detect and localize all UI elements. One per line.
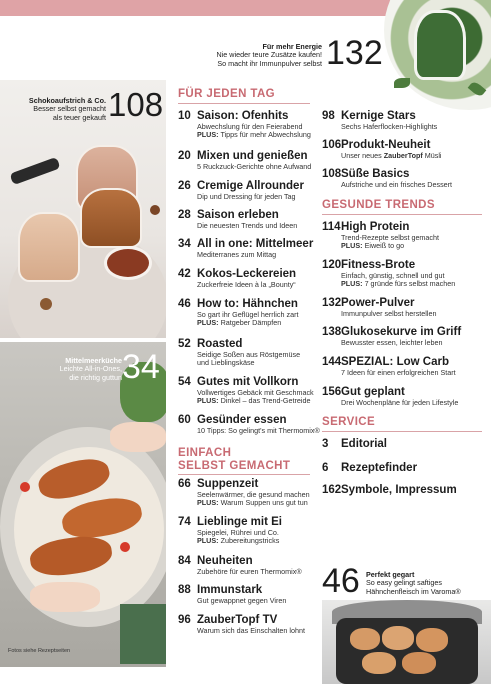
toc-subtitle: 7 Ideen für einen erfolgreichen Start [341, 367, 456, 377]
toc-title: Power-Pulver [341, 297, 415, 309]
toc-title: Kokos-Leckereien [197, 268, 297, 280]
toc-entry[interactable] [178, 110, 311, 139]
immune-powder-jar-photo [384, 0, 491, 110]
toc-subtitle [197, 359, 300, 367]
toc-subtitle-text: Tipps für mehr Abwechslung [220, 129, 311, 139]
plus-label: PLUS: [197, 535, 219, 545]
section-gesunde-trends: GESUNDE TRENDS [322, 199, 435, 211]
teaser-page-number: 132 [326, 34, 383, 72]
teaser-page-number: 34 [122, 348, 160, 386]
toc-title: Cremige Allrounder [197, 180, 304, 192]
toc-page-number: 3 [322, 438, 329, 450]
toc-subtitle-text: Eiweiß to go [364, 240, 405, 250]
toc-subtitle: Seelenwärmer, die gesund machen [197, 489, 310, 499]
toc-page-number: 54 [178, 376, 191, 388]
toc-entry[interactable] [322, 386, 458, 407]
toc-subtitle: Trend-Rezepte selbst gemacht [341, 232, 440, 242]
section-divider [322, 431, 482, 432]
toc-subtitle: Abwechslung für den Feierabend [197, 121, 303, 131]
toc-subtitle [341, 242, 439, 250]
toc-subtitle: Gut gewappnet gegen Viren [197, 595, 287, 605]
toc-subtitle [341, 152, 442, 160]
section-fuer-jeden-tag: FÜR JEDEN TAG [178, 88, 275, 100]
toc-page-number: 6 [322, 462, 329, 474]
plus-label: PLUS: [197, 129, 219, 139]
teaser-headline: Mittelmeerküche [65, 356, 122, 365]
toc-entry[interactable] [178, 614, 305, 635]
toc-subtitle: Einfach, günstig, schnell und gut [341, 270, 445, 280]
toc-title: SPEZIAL: Low Carb [341, 356, 449, 368]
toc-title: How to: Hähnchen [197, 298, 298, 310]
toc-title: High Protein [341, 221, 410, 233]
teaser-34[interactable] [32, 357, 122, 382]
toc-title: Suppenzeit [197, 478, 259, 490]
toc-subtitle: Dip und Dressing für jeden Tag [197, 191, 296, 201]
toc-subtitle: Zubehöre für euren Thermomix® [197, 566, 302, 576]
toc-title: Kernige Stars [341, 110, 416, 122]
toc-page-number: 34 [178, 238, 191, 250]
toc-subtitle-text: 7 gründe fürs selbst machen [364, 278, 456, 288]
photo-credit: Fotos siehe Rezeptseiten [8, 648, 71, 654]
toc-subtitle: Vollwertiges Gebäck mit Geschmack [197, 387, 314, 397]
teaser-line: So macht ihr Immunpulver selbst [217, 58, 322, 68]
toc-entry[interactable] [322, 326, 461, 347]
toc-title: Gesünder essen [197, 414, 287, 426]
toc-title: Editorial [341, 438, 388, 450]
varoma-chicken-photo [322, 600, 491, 684]
toc-title: Produkt-Neuheit [341, 139, 431, 151]
toc-entry[interactable] [178, 516, 282, 545]
toc-subtitle: Sechs Haferflocken-Highlights [341, 121, 438, 131]
toc-subtitle: 5 Ruckzuck-Gerichte ohne Aufwand [197, 161, 312, 171]
toc-title: Gutes mit Vollkorn [197, 376, 299, 388]
toc-page-number: 120 [322, 259, 342, 271]
toc-entry[interactable] [322, 484, 457, 497]
teaser-headline: Für mehr Energie [262, 42, 322, 51]
toc-title: Rezeptefinder [341, 462, 418, 474]
toc-subtitle [197, 537, 282, 545]
teaser-headline: Perfekt gegart [366, 570, 415, 579]
teaser-line: die richtig guttun [69, 372, 122, 382]
toc-entry[interactable] [322, 462, 417, 475]
toc-title: Neuheiten [197, 555, 253, 567]
toc-page-number: 88 [178, 584, 191, 596]
teaser-132[interactable] [205, 43, 322, 68]
toc-page-number: 98 [322, 110, 335, 122]
toc-page-number: 114 [322, 221, 341, 233]
teaser-line: Nie wieder teure Zusätze kaufen! [216, 50, 322, 60]
teaser-line: Leichte All-in-Ones, [59, 364, 122, 374]
toc-page-number: 84 [178, 555, 191, 567]
section-divider [322, 214, 482, 215]
toc-title: Glukosekurve im Griff [341, 326, 462, 338]
plus-label: PLUS: [341, 278, 363, 288]
toc-entry[interactable] [178, 180, 304, 201]
toc-subtitle: Spiegelei, Rührei und Co. [197, 527, 279, 537]
section-service: SERVICE [322, 416, 376, 428]
toc-page-number: 156 [322, 386, 342, 398]
toc-page-number: 96 [178, 614, 191, 626]
plus-label: PLUS: [197, 497, 219, 507]
toc-subtitle: Zuckerfreie Ideen à la „Bounty“ [197, 279, 296, 289]
section-divider [178, 103, 310, 104]
toc-subtitle [197, 319, 298, 327]
toc-subtitle-text: Warum Suppen uns gut tun [220, 497, 308, 507]
toc-subtitle: So gart ihr Geflügel herrlich zart [197, 309, 299, 319]
teaser-line: Besser selbst gemacht [33, 104, 106, 114]
toc-page-number: 28 [178, 209, 191, 221]
toc-entry[interactable] [178, 268, 296, 289]
toc-title: Roasted [197, 338, 243, 350]
toc-title: Süße Basics [341, 168, 410, 180]
toc-subtitle: 10 Tipps: So gelingt's mit Thermomix® [197, 425, 320, 435]
toc-subtitle: Die neuesten Trends und Ideen [197, 220, 298, 230]
toc-page-number: 20 [178, 150, 191, 162]
toc-page-number: 52 [178, 338, 191, 350]
teaser-line: Hähnchenfleisch im Varoma® [366, 586, 461, 596]
toc-entry[interactable] [178, 478, 310, 507]
toc-entry[interactable] [178, 238, 313, 259]
teaser-108[interactable] [6, 97, 106, 122]
toc-entry[interactable] [178, 150, 311, 171]
teaser-page-number: 108 [108, 86, 164, 123]
toc-title: Mixen und genießen [197, 150, 308, 162]
toc-title: All in one: Mittelmeer [197, 238, 314, 250]
toc-page-number: 106 [322, 139, 342, 151]
section-title-line: EINFACH [178, 447, 232, 459]
toc-entry[interactable] [178, 584, 286, 605]
toc-title: Lieblinge mit Ei [197, 516, 282, 528]
toc-entry[interactable] [322, 110, 437, 131]
toc-page-number: 66 [178, 478, 191, 490]
toc-entry[interactable] [178, 414, 320, 435]
plus-label: PLUS: [197, 395, 219, 405]
toc-subtitle-text: Dinkel – das Trend-Getreide [220, 395, 311, 405]
toc-entry[interactable] [178, 298, 298, 327]
toc-subtitle-text: Ratgeber Dämpfen [220, 317, 282, 327]
toc-subtitle-text: Zubereitungstricks [220, 535, 280, 545]
toc-entry[interactable] [322, 438, 387, 451]
toc-page-number: 162 [322, 484, 342, 496]
toc-subtitle: Mediterranes zum Mittag [197, 249, 277, 259]
toc-entry[interactable] [322, 139, 442, 160]
teaser-headline: Schokoaufstrich & Co. [28, 96, 106, 105]
toc-subtitle [197, 131, 311, 139]
toc-subtitle: Warum sich das Einschalten lohnt [197, 625, 305, 635]
toc-page-number: 138 [322, 326, 342, 338]
teaser-line: als teuer gekauft [52, 112, 106, 122]
toc-page-number: 108 [322, 168, 342, 180]
toc-subtitle [341, 280, 455, 288]
toc-page-number: 46 [178, 298, 191, 310]
toc-title: ZauberTopf TV [197, 614, 278, 626]
section-title-line: SELBST GEMACHT [178, 459, 291, 472]
section-einfach-selbst-gemacht [178, 447, 290, 472]
toc-title: Saison: Ofenhits [197, 110, 289, 122]
toc-entry[interactable] [322, 356, 456, 377]
toc-subtitle: Seidige Soßen aus Röstgemüse [197, 349, 301, 359]
toc-title: Fitness-Brote [341, 259, 416, 271]
toc-page-number: 74 [178, 516, 191, 528]
toc-entry[interactable] [322, 297, 436, 318]
toc-entry[interactable] [322, 259, 455, 288]
toc-title: Gut geplant [341, 386, 405, 398]
toc-subtitle [197, 499, 310, 507]
toc-subtitle-bold: ZauberTopf [383, 150, 423, 160]
toc-title: Symbole, Impressum [341, 484, 457, 496]
toc-entry[interactable] [322, 168, 452, 189]
teaser-line: So easy gelingt saftiges [366, 578, 442, 588]
toc-subtitle: Drei Wochenpläne für jeden Lifestyle [341, 397, 459, 407]
toc-subtitle: Bewusster essen, leichter leben [341, 337, 443, 347]
toc-subtitle-text: Müsli [422, 150, 442, 160]
toc-subtitle: Immunpulver selbst herstellen [341, 308, 437, 318]
toc-entry[interactable] [178, 376, 314, 405]
toc-subtitle [197, 397, 314, 405]
toc-entry[interactable] [178, 555, 302, 576]
teaser-46[interactable] [366, 571, 491, 596]
mediterranean-dish-photo [0, 342, 166, 667]
toc-entry[interactable] [178, 209, 297, 230]
toc-entry[interactable] [178, 338, 300, 367]
toc-page-number: 132 [322, 297, 342, 309]
toc-page-number: 26 [178, 180, 191, 192]
teaser-page-number: 46 [322, 562, 360, 600]
plus-label: PLUS: [197, 317, 219, 327]
toc-entry[interactable] [322, 221, 439, 250]
toc-subtitle-text: und Lieblingskäse [197, 357, 255, 367]
plus-label: PLUS: [341, 240, 363, 250]
toc-title: Immunstark [197, 584, 263, 596]
toc-subtitle: Aufstriche und ein frisches Dessert [341, 179, 453, 189]
toc-page-number: 60 [178, 414, 191, 426]
toc-page-number: 42 [178, 268, 191, 280]
toc-page-number: 144 [322, 356, 342, 368]
section-divider [178, 474, 310, 475]
toc-subtitle-text: Unser neues [341, 150, 384, 160]
toc-page-number: 10 [178, 110, 191, 122]
toc-title: Saison erleben [197, 209, 279, 221]
